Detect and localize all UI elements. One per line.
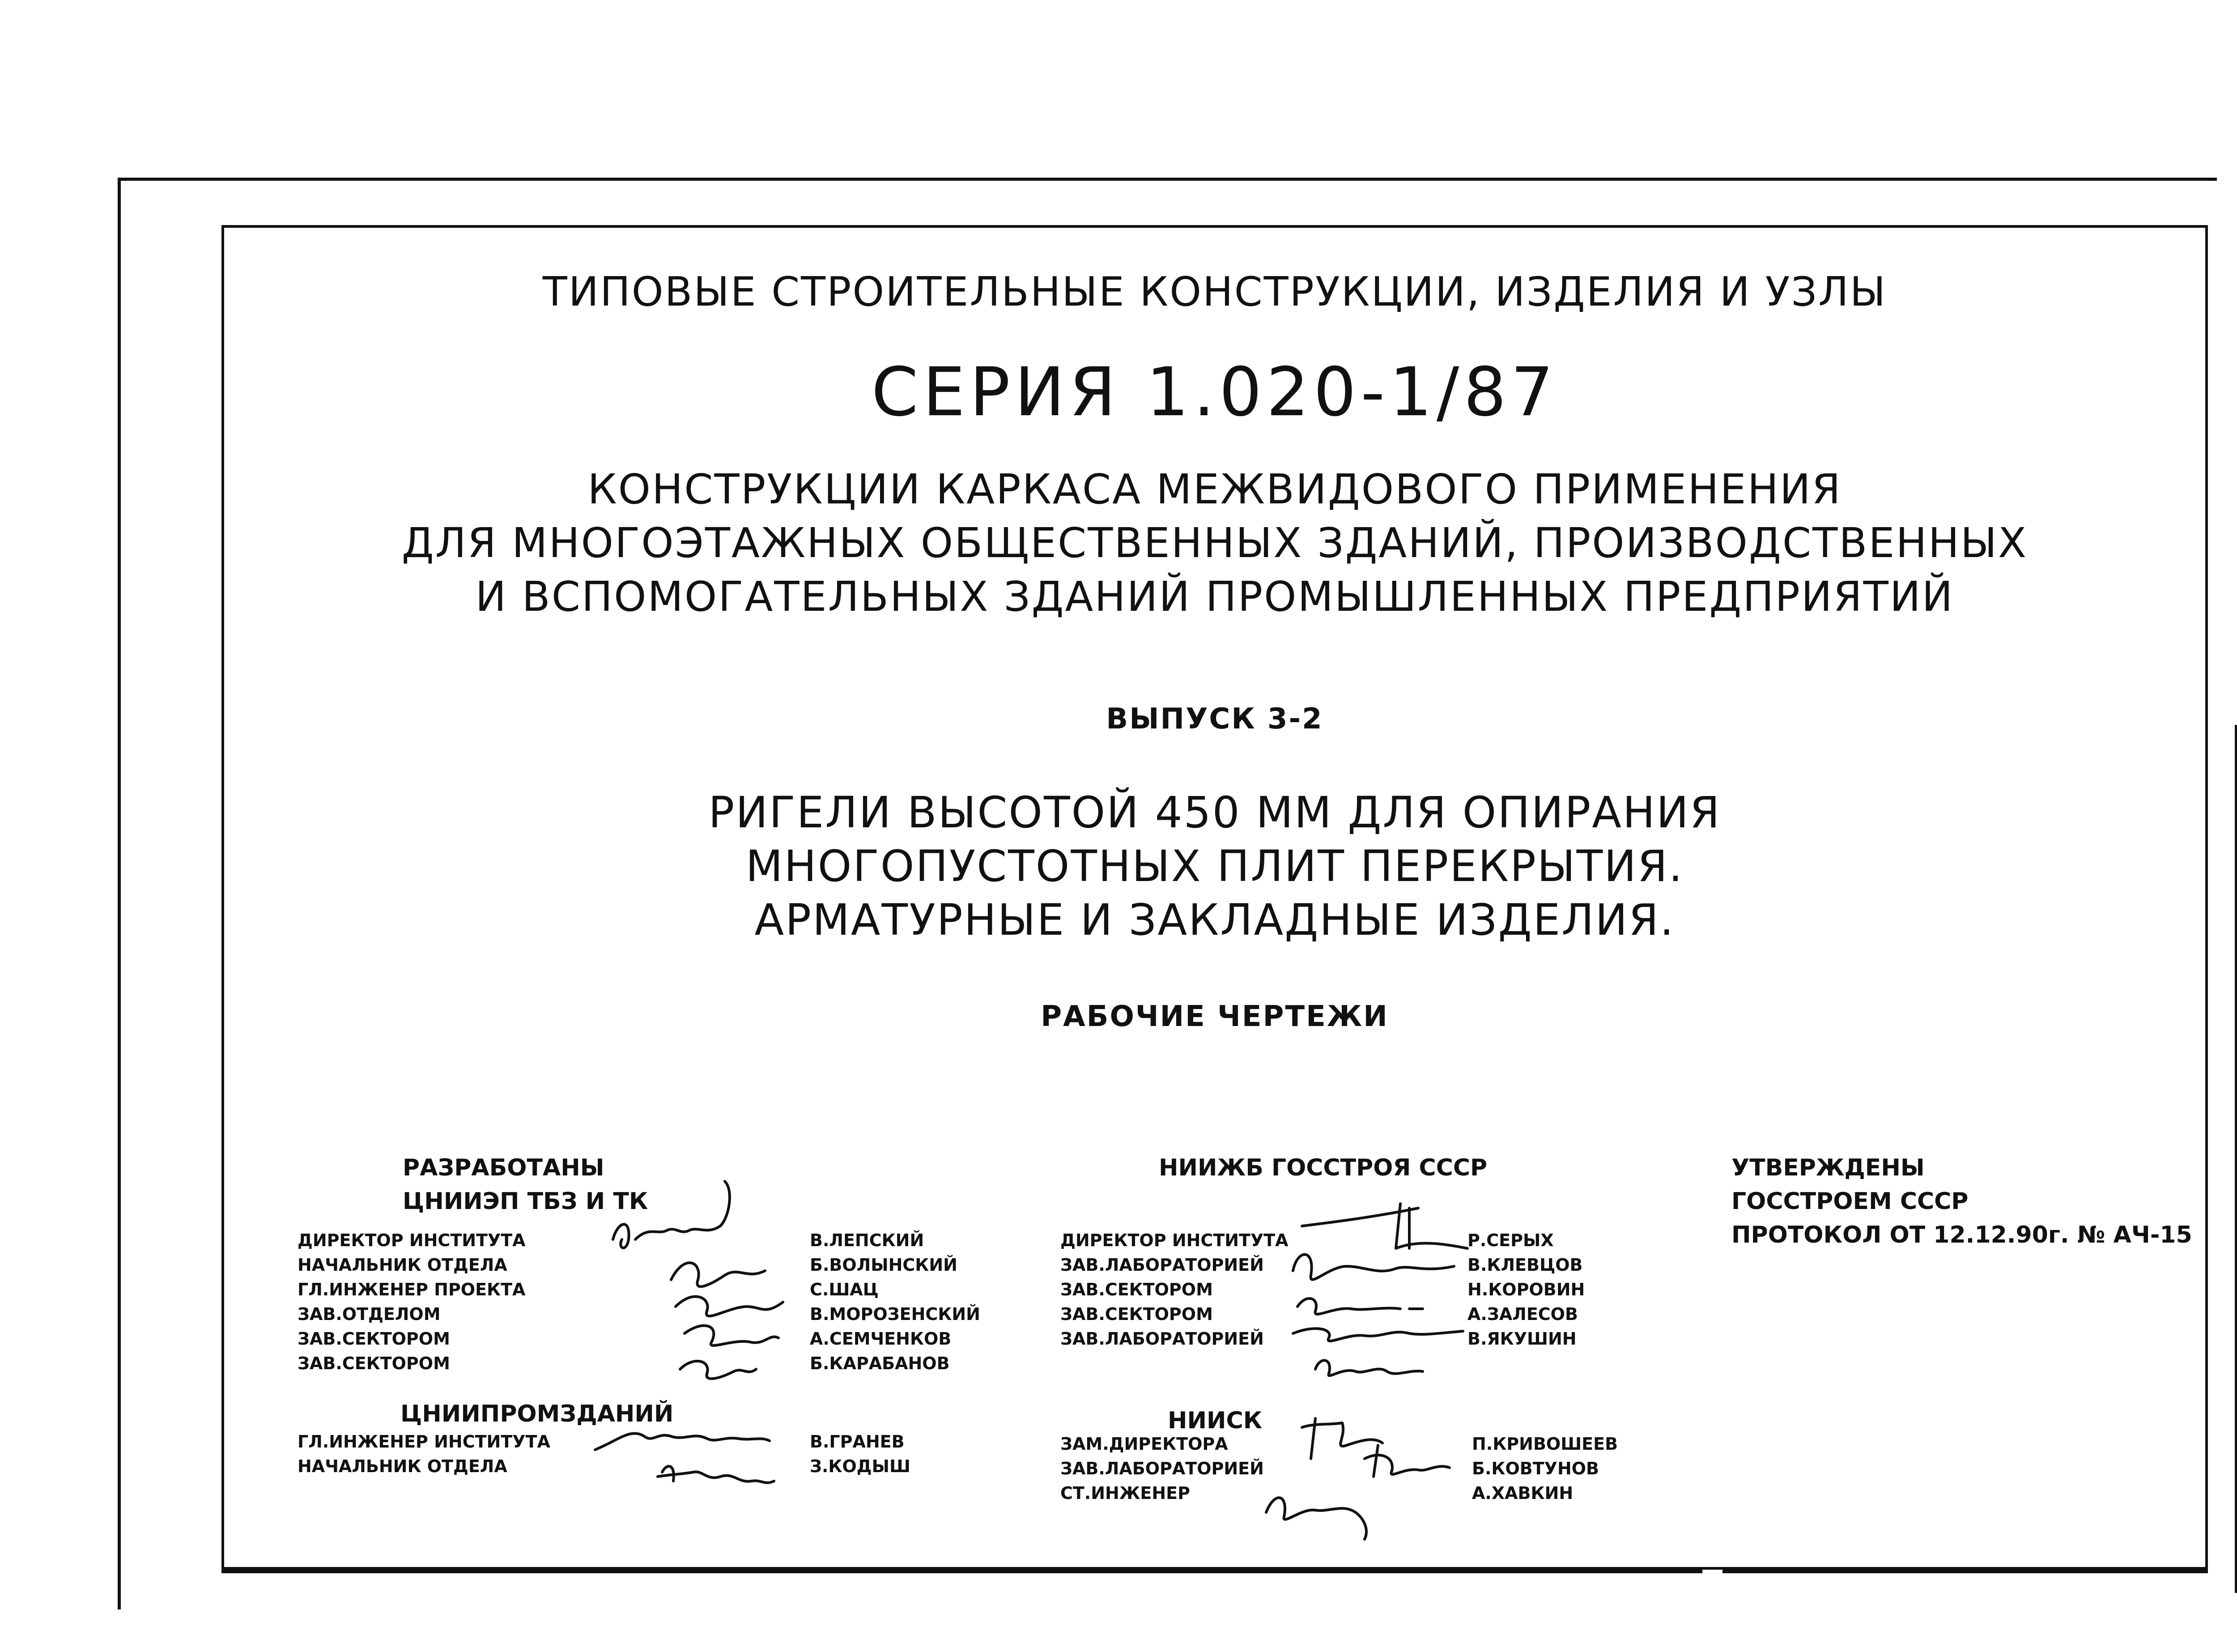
signature-image	[604, 1172, 810, 1396]
person-name: А.ХАВКИН	[1472, 1483, 1574, 1503]
outer-frame-left	[118, 178, 121, 1609]
approval-heading: УТВЕРЖДЕНЫ	[1731, 1154, 1925, 1181]
person-name: В.ЛЕПСКИЙ	[810, 1230, 924, 1250]
developers-names	[810, 1228, 980, 1376]
document-kind: РАБОЧИЕ ЧЕРТЕЖИ	[1041, 1000, 1389, 1033]
role: ГЛ.ИНЖЕНЕР ИНСТИТУТА	[298, 1432, 550, 1452]
person-name: В.КЛЕВЦОВ	[1467, 1255, 1583, 1275]
approval-protocol: ПРОТОКОЛ ОТ 12.12.90г. № АЧ-15	[1731, 1222, 2192, 1248]
person-name: Н.КОРОВИН	[1467, 1280, 1585, 1299]
bottom-rule-right	[1722, 1570, 2208, 1573]
tsniipromzdaniy-roles	[298, 1430, 550, 1479]
role: ДИРЕКТОР ИНСТИТУТА	[1060, 1230, 1289, 1250]
role: ГЛ.ИНЖЕНЕР ПРОЕКТА	[298, 1280, 526, 1299]
role: СТ.ИНЖЕНЕР	[1060, 1483, 1190, 1503]
developers-heading: РАЗРАБОТАНЫ	[403, 1154, 604, 1181]
series-title: СЕРИЯ 1.020-1/87	[871, 353, 1558, 431]
role: ЗАВ.ЛАБОРАТОРИЕЙ	[1060, 1329, 1264, 1349]
role: ЗАВ.ЛАБОРАТОРИЕЙ	[1060, 1459, 1264, 1478]
tsniipromzdaniy-org: ЦНИИПРОМЗДАНИЙ	[400, 1401, 674, 1427]
tsniipromzdaniy-names	[810, 1430, 910, 1479]
role: ЗАВ.СЕКТОРОМ	[1060, 1280, 1213, 1299]
signature-image	[1257, 1409, 1481, 1544]
person-name: В.ЯКУШИН	[1467, 1329, 1577, 1349]
niisk-roles	[1060, 1432, 1264, 1506]
niisk-names	[1472, 1432, 1618, 1506]
signature-image	[1275, 1199, 1490, 1387]
person-name: З.КОДЫШ	[810, 1456, 910, 1476]
part-title-line: АРМАТУРНЫЕ И ЗАКЛАДНЫЕ ИЗДЕЛИЯ.	[754, 895, 1675, 945]
person-name: П.КРИВОШЕЕВ	[1472, 1434, 1618, 1454]
bottom-rule-left	[221, 1570, 1702, 1573]
person-name: А.СЕМЧЕНКОВ	[810, 1329, 952, 1349]
part-title-line: РИГЕЛИ ВЫСОТОЙ 450 ММ ДЛЯ ОПИРАНИЯ	[708, 788, 1721, 838]
niisk-org: НИИСК	[1168, 1407, 1263, 1434]
person-name: Б.КОВТУНОВ	[1472, 1459, 1599, 1478]
niizhb-org: НИИЖБ ГОССТРОЯ СССР	[1159, 1154, 1488, 1181]
approval-org: ГОССТРОЕМ СССР	[1731, 1188, 1969, 1215]
person-name: Б.ВОЛЫНСКИЙ	[810, 1255, 957, 1275]
issue-number: ВЫПУСК 3-2	[1106, 703, 1323, 736]
role: ЗАВ.СЕКТОРОМ	[1060, 1304, 1213, 1324]
person-name: С.ШАЦ	[810, 1280, 879, 1299]
role: ЗАМ.ДИРЕКТОРА	[1060, 1434, 1228, 1454]
role: ДИРЕКТОР ИНСТИТУТА	[298, 1230, 526, 1250]
subtitle-line: ДЛЯ МНОГОЭТАЖНЫХ ОБЩЕСТВЕННЫХ ЗДАНИЙ, ПРОИЗВОДСТВЕННЫХ	[401, 519, 2028, 567]
person-name: В.МОРОЗЕНСКИЙ	[810, 1304, 980, 1324]
role: ЗАВ.СЕКТОРОМ	[298, 1329, 450, 1349]
part-title-line: МНОГОПУСТОТНЫХ ПЛИТ ПЕРЕКРЫТИЯ.	[745, 841, 1684, 891]
role: НАЧАЛЬНИК ОТДЕЛА	[298, 1255, 507, 1275]
signature-image	[591, 1418, 792, 1517]
developers-roles	[298, 1228, 526, 1376]
outer-frame-right	[2235, 725, 2237, 1593]
outer-frame-top	[119, 178, 2217, 181]
developers-org: ЦНИИЭП ТБЗ И ТК	[403, 1188, 648, 1215]
person-name: А.ЗАЛЕСОВ	[1467, 1304, 1578, 1324]
person-name: В.ГРАНЕВ	[810, 1432, 905, 1452]
role: ЗАВ.СЕКТОРОМ	[298, 1354, 450, 1373]
person-name: Р.СЕРЫХ	[1467, 1230, 1554, 1250]
niizhb-roles	[1060, 1228, 1289, 1351]
role: НАЧАЛЬНИК ОТДЕЛА	[298, 1456, 507, 1476]
role: ЗАВ.ОТДЕЛОМ	[298, 1304, 441, 1324]
person-name: Б.КАРАБАНОВ	[810, 1354, 950, 1373]
top-title: ТИПОВЫЕ СТРОИТЕЛЬНЫЕ КОНСТРУКЦИИ, ИЗДЕЛИЯ И УЗЛЫ	[542, 268, 1887, 315]
subtitle-line: И ВСПОМОГАТЕЛЬНЫХ ЗДАНИЙ ПРОМЫШЛЕННЫХ ПРЕДПРИЯТИЙ	[475, 573, 1954, 621]
role: ЗАВ.ЛАБОРАТОРИЕЙ	[1060, 1255, 1264, 1275]
subtitle-line: КОНСТРУКЦИИ КАРКАСА МЕЖВИДОВОГО ПРИМЕНЕНИЯ	[587, 465, 1842, 513]
